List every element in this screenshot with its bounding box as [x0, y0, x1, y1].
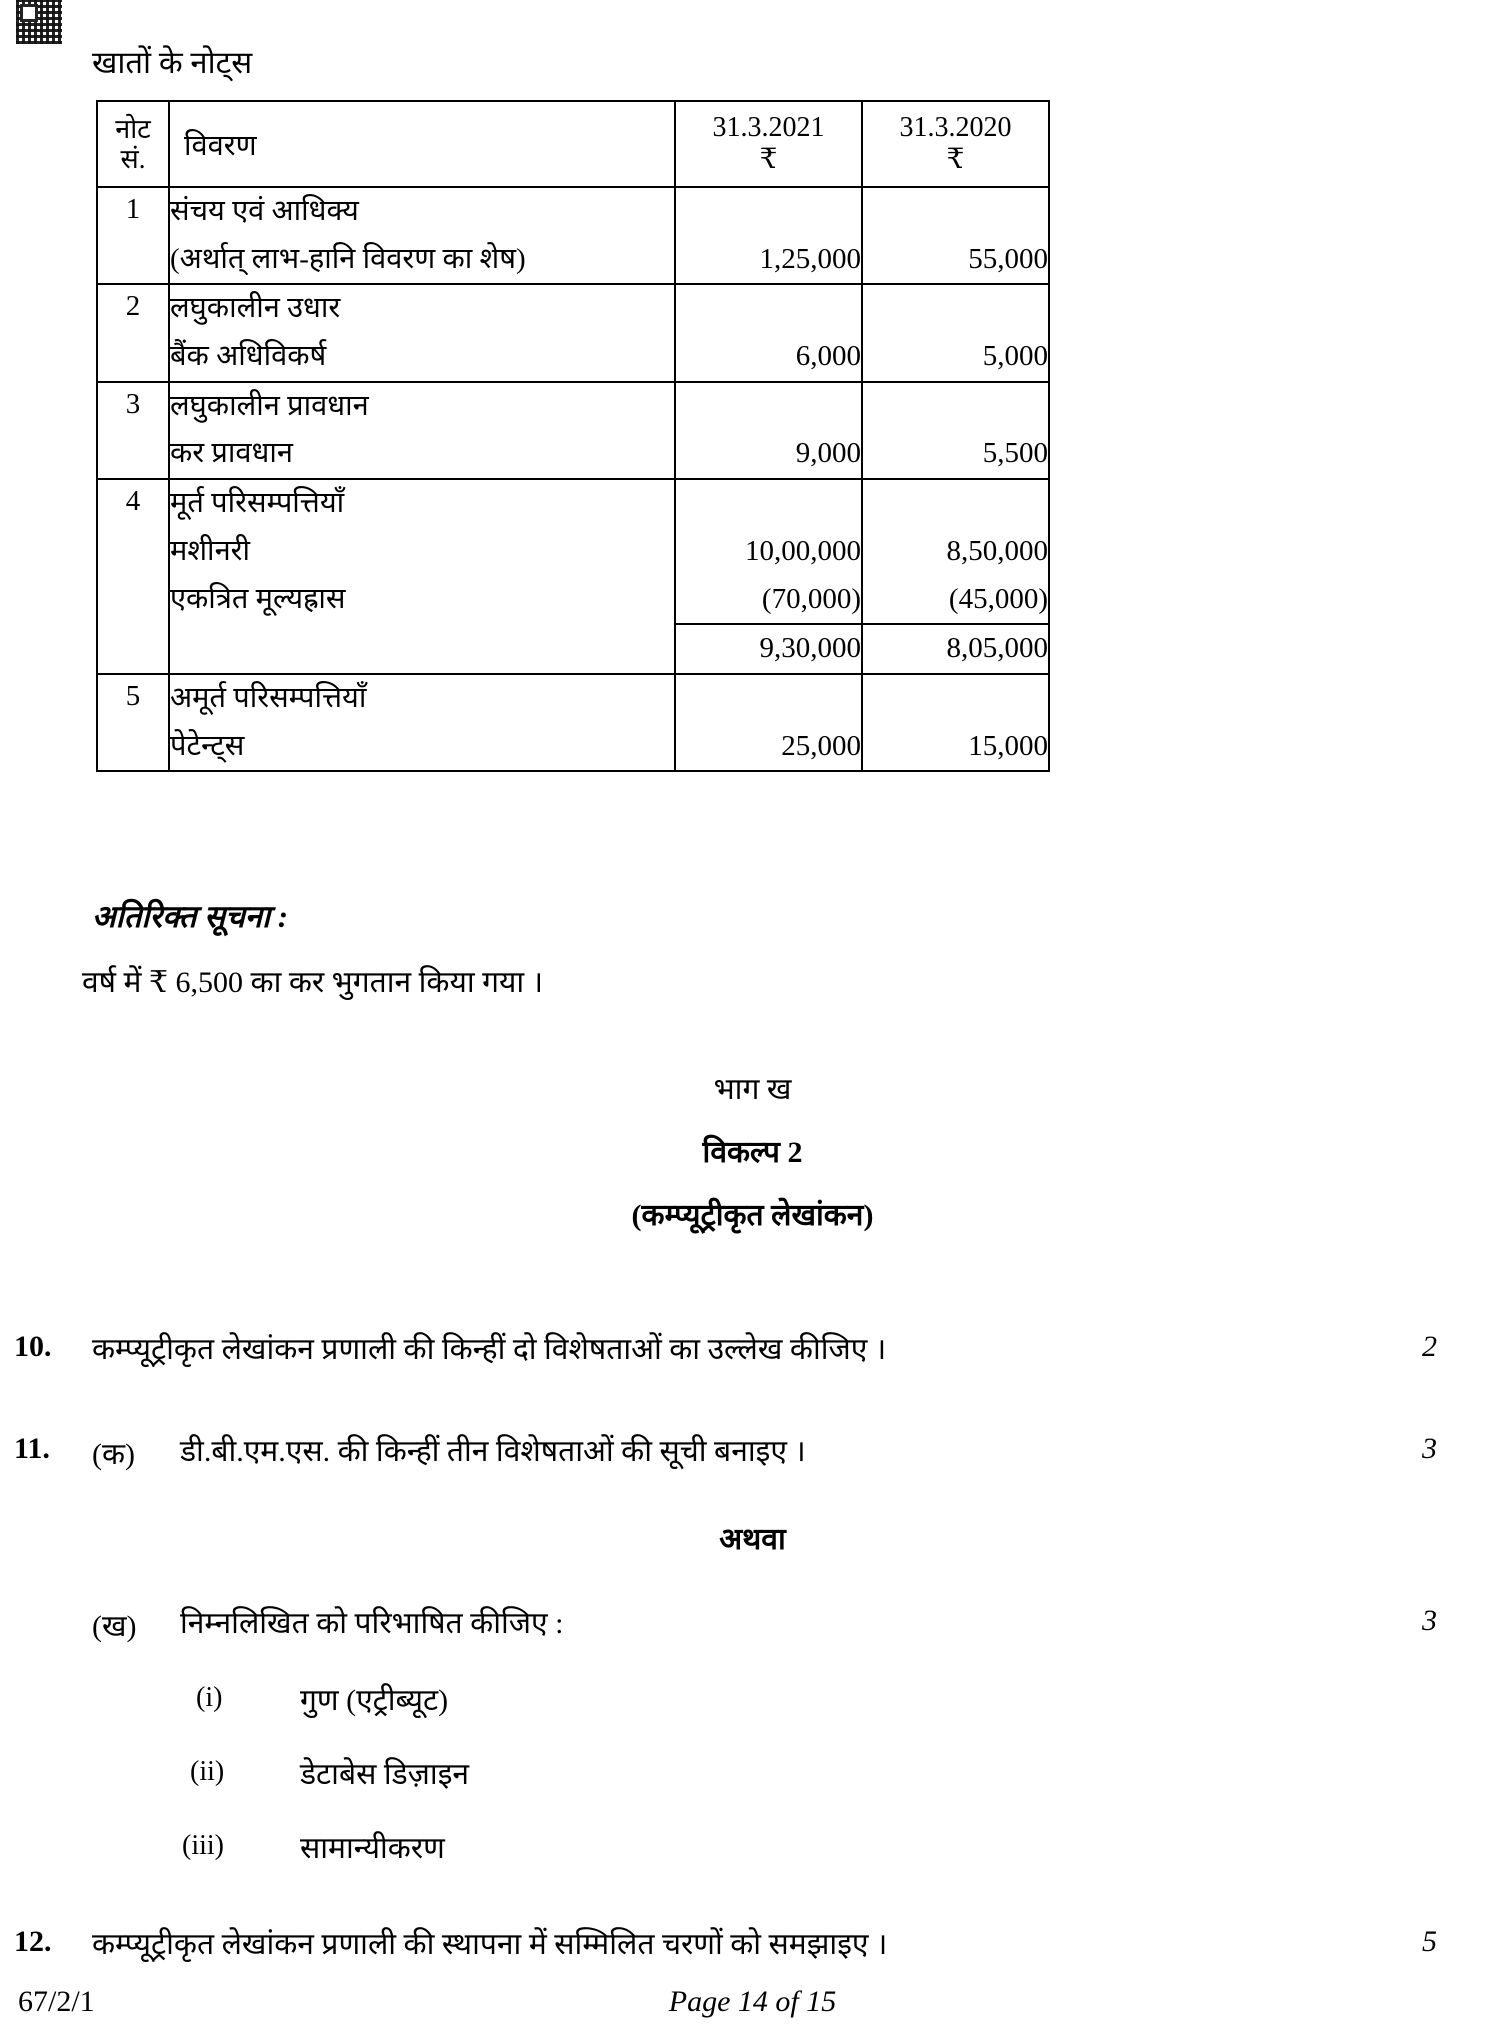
row-note-number: 5: [97, 674, 169, 771]
row-value-2020: 8,50,000: [862, 528, 1049, 576]
row-value-2021: [675, 479, 862, 528]
table-row: [97, 333, 1049, 382]
row-value-2020: 55,000: [862, 236, 1049, 285]
row-value-2020: 5,000: [862, 333, 1049, 382]
notes-table-body: [97, 187, 1049, 771]
question-12-number: 12.: [14, 1925, 52, 1958]
row-particulars: मशीनरी: [169, 528, 675, 576]
row-particulars: लघुकालीन उधार: [169, 284, 675, 333]
row-value-2021: 9,000: [675, 430, 862, 479]
table-row: [97, 674, 1049, 723]
row-value-2021: [675, 284, 862, 333]
row-particulars: संचय एवं आधिक्य: [169, 187, 675, 236]
row-value-2020: [862, 284, 1049, 333]
row-note-number: 3: [97, 382, 169, 479]
table-header-row: [97, 101, 1049, 187]
item-iii-text: सामान्यीकरण: [300, 1832, 445, 1865]
table-row: [97, 528, 1049, 576]
row-value-2021: (70,000): [675, 576, 862, 625]
row-value-2021: [675, 382, 862, 431]
header-note-no: [97, 101, 169, 187]
row-particulars: बैंक अधिविकर्ष: [169, 333, 675, 382]
row-value-2021: 10,00,000: [675, 528, 862, 576]
row-value-2020: [862, 187, 1049, 236]
row-value-2020: [862, 479, 1049, 528]
table-row: [97, 284, 1049, 333]
row-particulars: अमूर्त परिसम्पत्तियाँ: [169, 674, 675, 723]
row-note-number: 4: [97, 479, 169, 674]
header-col-2020-unit: ₹: [946, 144, 965, 175]
table-row: [97, 624, 1049, 674]
question-11-part-b-label: (ख): [92, 1610, 137, 1643]
header-col-2020-date: 31.3.2020: [899, 112, 1012, 144]
item-ii-roman: (ii): [190, 1756, 225, 1787]
footer-page-number: Page 14 of 15: [668, 1985, 837, 2018]
row-value-2020: 15,000: [862, 723, 1049, 772]
row-particulars: (अर्थात् लाभ-हानि विवरण का शेष): [169, 236, 675, 285]
table-row: [97, 479, 1049, 528]
table-row: [97, 187, 1049, 236]
part-b-line3: (कम्प्यूट्रीकृत लेखांकन): [631, 1199, 874, 1232]
question-11-part-b-marks: 3: [1422, 1604, 1437, 1637]
item-iii-roman: (iii): [182, 1830, 224, 1861]
table-row: [97, 430, 1049, 479]
header-col-2021-date: 31.3.2021: [712, 112, 825, 144]
question-11-part-a-text: डी.बी.एम.एस. की किन्हीं तीन विशेषताओं की सूची बनाइए ।: [180, 1435, 806, 1468]
row-value-2020: (45,000): [862, 576, 1049, 625]
row-note-number: 2: [97, 284, 169, 381]
row-particulars: पेटेन्ट्स: [169, 723, 675, 772]
header-col-2021: [675, 101, 862, 187]
question-11-or: अथवा: [719, 1523, 786, 1556]
row-value-2021: 6,000: [675, 333, 862, 382]
item-i-text: गुण (एट्रीब्यूट): [300, 1684, 449, 1717]
row-particulars: [169, 624, 675, 674]
additional-info-title: अतिरिक्त सूचना :: [92, 899, 289, 934]
header-note-no-line1: नोट: [115, 113, 151, 144]
row-particulars: मूर्त परिसम्पत्तियाँ: [169, 479, 675, 528]
row-particulars: एकत्रित मूल्यह्रास: [169, 576, 675, 625]
header-note-no-line2: सं.: [120, 144, 146, 174]
part-b-line2: विकल्प 2: [702, 1136, 803, 1169]
row-note-number: 1: [97, 187, 169, 284]
page-title: खातों के नोट्स: [92, 45, 253, 80]
header-col-2021-unit: ₹: [759, 144, 778, 175]
table-row: [97, 723, 1049, 772]
question-10-number: 10.: [14, 1330, 52, 1363]
qr-code-icon: [16, 0, 62, 44]
row-value-2020: [862, 382, 1049, 431]
row-value-2021: 9,30,000: [675, 624, 862, 674]
item-i-roman: (i): [196, 1682, 223, 1713]
row-value-2020: 5,500: [862, 430, 1049, 479]
row-value-2020: 8,05,000: [862, 624, 1049, 674]
part-b-heading: [0, 1075, 1505, 1231]
row-value-2021: 25,000: [675, 723, 862, 772]
question-11-number: 11.: [14, 1432, 50, 1465]
question-10-text: कम्प्यूट्रीकृत लेखांकन प्रणाली की किन्हीं दो विशेषताओं का उल्लेख कीजिए ।: [92, 1333, 887, 1366]
row-particulars: कर प्रावधान: [169, 430, 675, 479]
question-12-text: कम्प्यूट्रीकृत लेखांकन प्रणाली की स्थापना में सम्मिलित चरणों को समझाइए ।: [92, 1928, 888, 1961]
additional-info-line: वर्ष में ₹ 6,500 का कर भुगतान किया गया ।: [82, 966, 544, 999]
row-value-2021: 1,25,000: [675, 236, 862, 285]
question-11-part-a-marks: 3: [1422, 1432, 1437, 1465]
table-row: [97, 382, 1049, 431]
header-particulars: [169, 101, 675, 187]
row-value-2021: [675, 187, 862, 236]
question-12-marks: 5: [1422, 1925, 1437, 1958]
table-row: [97, 576, 1049, 625]
item-ii-text: डेटाबेस डिज़ाइन: [300, 1758, 470, 1791]
row-value-2020: [862, 674, 1049, 723]
table-row: [97, 236, 1049, 285]
row-particulars: लघुकालीन प्रावधान: [169, 382, 675, 431]
question-11-part-b-text: निम्नलिखित को परिभाषित कीजिए :: [180, 1607, 564, 1640]
footer-paper-code: 67/2/1: [18, 1985, 95, 2018]
notes-to-accounts-table: [96, 100, 1050, 772]
question-10-marks: 2: [1422, 1330, 1437, 1363]
part-b-line1: भाग ख: [713, 1073, 792, 1106]
row-value-2021: [675, 674, 862, 723]
question-11-part-a-label: (क): [92, 1438, 136, 1471]
header-particulars-label: विवरण: [184, 129, 257, 162]
notes-table-wrapper: [96, 100, 1048, 772]
header-col-2020: [862, 101, 1049, 187]
